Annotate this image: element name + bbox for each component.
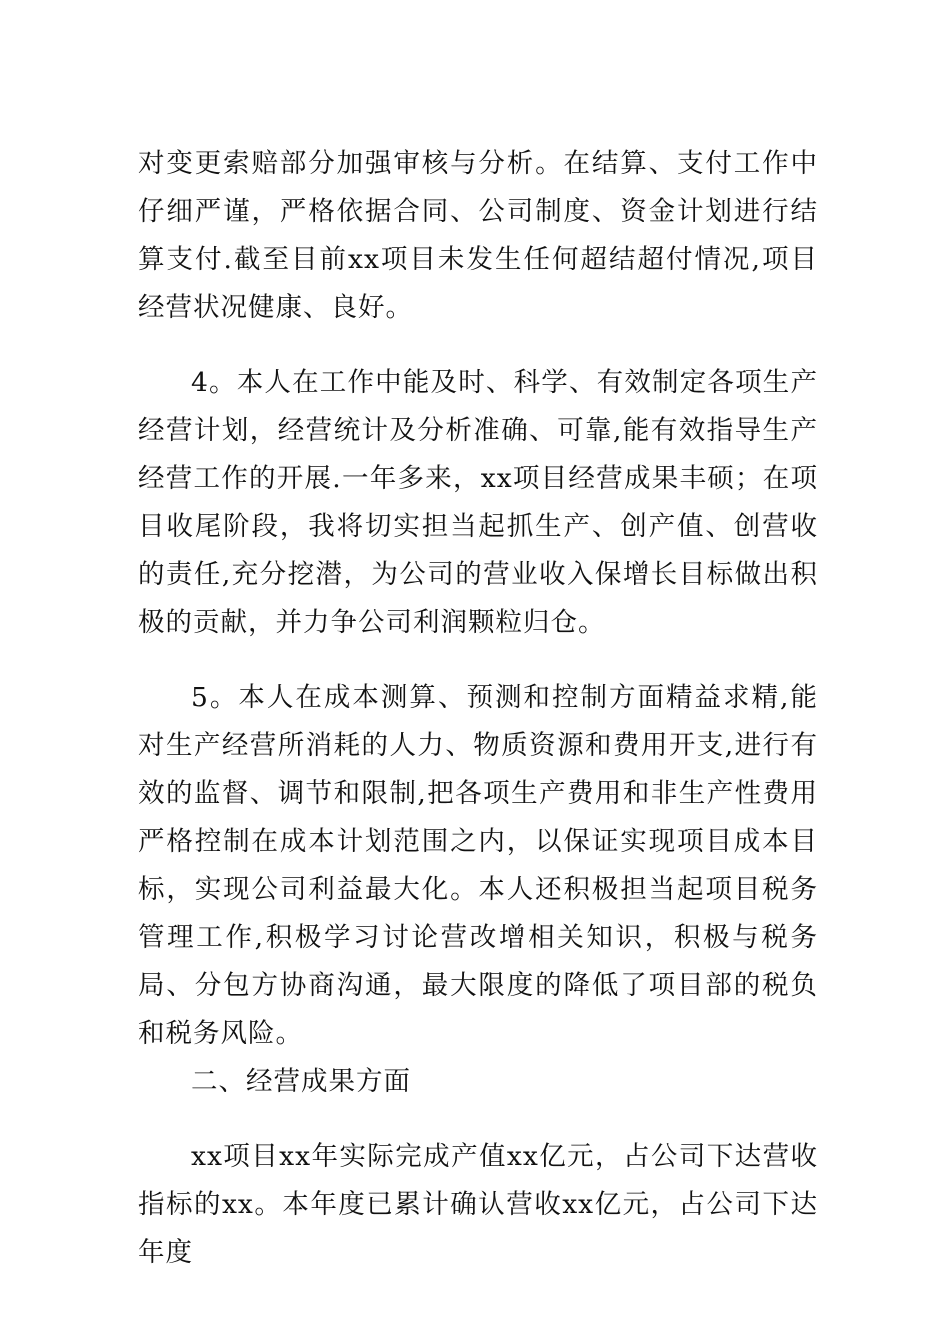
paragraph-settlement: 对变更索赔部分加强审核与分析。在结算、支付工作中仔细严谨，严格依据合同、公司制度、资金计划进行结算支付.截至目前xx项目未发生任何超结超付情况,项目经营状况健康、良好。 — [138, 148, 818, 323]
paragraph-item-4: 4。本人在工作中能及时、科学、有效制定各项生产经营计划，经营统计及分析准确、可靠,能有效指导生产经营工作的开展.一年多来，xx项目经营成果丰硕；在项目收尾阶段，我将切实担当起抓生产、创产值、创营收的责任,充分挖潜，为公司的营业收入保增长目标做出积极的贡献，并力争公司利润颗粒归仓。 — [138, 367, 818, 638]
section-heading: 二、经营成果方面 — [191, 1066, 411, 1097]
paragraph-results: xx项目xx年实际完成产值xx亿元，占公司下达营收指标的xx。本年度已累计确认营收xx亿元，占公司下达年度 — [138, 1141, 818, 1268]
paragraph-item-5: 5。本人在成本测算、预测和控制方面精益求精,能对生产经营所消耗的人力、物质资源和费用开支,进行有效的监督、调节和限制,把各项生产费用和非生产性费用严格控制在成本计划范围之内，以保证实现项目成本目标，实现公司利益最大化。本人还积极担当起项目税务管理工作,积极学习讨论营改增相关知识，积极与税务局、分包方协商沟通，最大限度的降低了项目部的税负和税务风险。 — [138, 682, 818, 1049]
document-body — [138, 140, 818, 1277]
